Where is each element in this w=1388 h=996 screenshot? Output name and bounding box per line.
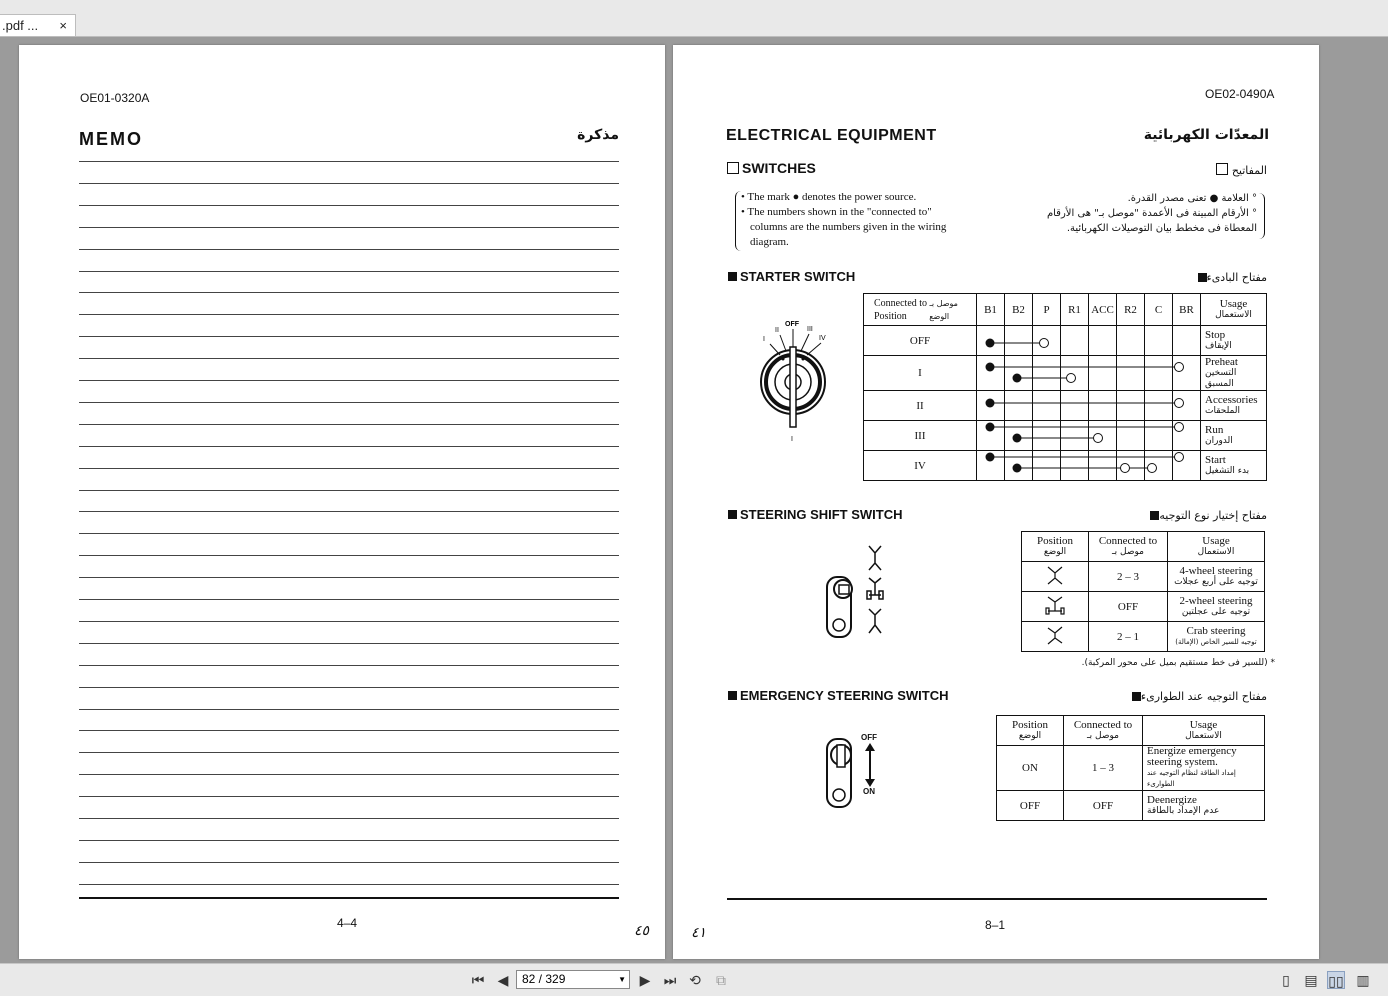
two-page-icon[interactable]: ▯▯ <box>1328 973 1344 989</box>
continuous-icon[interactable]: ▤ <box>1304 972 1318 988</box>
knob-label: I <box>763 336 765 343</box>
knob-label: II <box>775 327 779 334</box>
memo-line <box>79 862 619 863</box>
memo-line <box>79 884 619 885</box>
usage-header: Usage الاستعمال <box>1143 716 1265 746</box>
connected-cell: OFF <box>1089 592 1168 622</box>
usage-header: Usage الاستعمال <box>1201 294 1267 326</box>
footer-rule <box>79 897 619 899</box>
crab-steering-icon <box>1022 622 1089 652</box>
position-cell: OFF <box>997 791 1064 821</box>
note-line: ° العلامة ● تعنى مصدر القدرة. <box>1127 193 1257 204</box>
memo-line <box>79 599 619 600</box>
steering-shift-heading: STEERING SHIFT SWITCH <box>728 507 903 522</box>
position-cell: IV <box>864 451 977 481</box>
emergency-switch-diagram <box>823 729 893 811</box>
memo-line <box>79 424 619 425</box>
knob-label: IV <box>819 335 826 342</box>
notes-arabic <box>997 191 1257 236</box>
page-title: ELECTRICAL EQUIPMENT <box>726 127 937 144</box>
position-header: Position الوضع <box>1022 532 1089 562</box>
connected-cell: 2 – 3 <box>1089 562 1168 592</box>
table-row <box>1022 562 1265 592</box>
svg-text:I: I <box>791 436 793 443</box>
prev-page-icon[interactable]: ◀ <box>497 972 509 988</box>
starter-knob-diagram <box>753 317 833 443</box>
checkbox-icon <box>1216 163 1228 175</box>
page-indicator: 82 / 329 <box>522 972 566 986</box>
position-cell: III <box>864 421 977 451</box>
memo-line <box>79 227 619 228</box>
page-code: OE01-0320A <box>80 91 150 105</box>
usage-cell: Start بدء التشغيل <box>1201 451 1267 481</box>
column-header: ACC <box>1089 294 1117 326</box>
page-left <box>19 45 665 959</box>
knob-label: III <box>807 326 813 333</box>
single-page-icon[interactable]: ▯ <box>1282 972 1290 988</box>
footer-rule <box>727 898 1267 900</box>
position-header: Position الوضع <box>997 716 1064 746</box>
header-connected-position: Connected to موصل بـ Position الوضع <box>864 294 977 326</box>
memo-line <box>79 183 619 184</box>
memo-line <box>79 730 619 731</box>
close-icon[interactable]: × <box>59 18 67 33</box>
tab-bar <box>0 0 1388 37</box>
page-code: OE02-0490A <box>1205 87 1275 101</box>
usage-cell: 2-wheel steering توجيه على عجلتين <box>1168 592 1265 622</box>
document-tab[interactable] <box>0 14 76 36</box>
last-page-icon[interactable]: ⏭ <box>663 972 677 988</box>
usage-cell: Energize emergency steering system. إمداد الطاقة لنظام التوجيه عند الطوارىء <box>1143 746 1265 791</box>
bracket-right <box>1258 193 1265 239</box>
table-row <box>1022 622 1265 652</box>
connected-cell: 1 – 3 <box>1064 746 1143 791</box>
note-line: diagram. <box>750 236 789 248</box>
note-line: • The mark ● denotes the power source. <box>741 191 917 203</box>
memo-line <box>79 643 619 644</box>
memo-line <box>79 687 619 688</box>
connected-cell: 2 – 1 <box>1089 622 1168 652</box>
usage-cell: Preheat التسخين المسبق <box>1201 356 1267 391</box>
position-cell: ON <box>997 746 1064 791</box>
page-title-arabic: مذكرة <box>577 127 619 143</box>
notes-english <box>741 190 991 250</box>
note-line: columns are the numbers given in the wiring <box>750 221 947 233</box>
starter-switch-heading-arabic: مفتاح البادىء <box>1194 271 1267 284</box>
starter-switch-heading: STARTER SWITCH <box>728 269 855 284</box>
memo-line <box>79 205 619 206</box>
memo-line <box>79 709 619 710</box>
table-row <box>997 791 1265 821</box>
checkbox-icon <box>727 162 739 174</box>
column-header: B1 <box>977 294 1005 326</box>
memo-line <box>79 314 619 315</box>
memo-line <box>79 621 619 622</box>
column-header: P <box>1033 294 1061 326</box>
tab-title: .pdf ... <box>2 18 39 33</box>
memo-line <box>79 533 619 534</box>
page-number-select[interactable] <box>516 970 630 989</box>
page-number: 8–1 <box>985 918 1006 932</box>
next-page-icon[interactable]: ▶ <box>639 972 651 988</box>
fit-icon[interactable]: ⧉ <box>716 972 726 988</box>
two-wheel-icon <box>1022 592 1089 622</box>
memo-line <box>79 752 619 753</box>
memo-line <box>79 271 619 272</box>
memo-line <box>79 468 619 469</box>
memo-line <box>79 490 619 491</box>
emergency-steering-table <box>996 715 1265 821</box>
column-header: BR <box>1173 294 1201 326</box>
page-title: MEMO <box>79 129 143 149</box>
page-right <box>673 45 1319 959</box>
switches-heading-arabic: المفاتيح <box>1216 163 1267 177</box>
steering-shift-diagram <box>823 543 898 643</box>
note-line: ° الأرقام المبينة فى الأعمدة "موصل بـ" هى الأرقام <box>1046 208 1257 219</box>
document-viewer[interactable] <box>0 37 1388 963</box>
label-on: ON <box>863 787 875 796</box>
column-header: C <box>1145 294 1173 326</box>
label-off: OFF <box>861 733 877 742</box>
position-cell: II <box>864 391 977 421</box>
steering-shift-heading-arabic: مفتاح إختيار نوع التوجيه <box>1146 509 1267 522</box>
rotate-icon[interactable]: ⟲ <box>689 972 701 988</box>
column-header: R2 <box>1117 294 1145 326</box>
memo-line <box>79 402 619 403</box>
memo-line <box>79 665 619 666</box>
handwritten-mark: ٤٥ <box>634 923 650 939</box>
emergency-steering-heading-arabic: مفتاح التوجيه عند الطوارىء <box>1128 690 1267 703</box>
position-cell: OFF <box>864 326 977 356</box>
switches-heading: SWITCHES <box>727 160 816 176</box>
column-header: B2 <box>1005 294 1033 326</box>
usage-header: Usage الاستعمال <box>1168 532 1265 562</box>
memo-line <box>79 249 619 250</box>
column-header: R1 <box>1061 294 1089 326</box>
page-number: 4–4 <box>337 916 358 930</box>
memo-line <box>79 774 619 775</box>
memo-line <box>79 511 619 512</box>
memo-line <box>79 577 619 578</box>
memo-line <box>79 446 619 447</box>
memo-line <box>79 840 619 841</box>
memo-line <box>79 292 619 293</box>
steering-footnote: * (للسير فى خط مستقيم بميل على محور المركبة). <box>1081 658 1275 668</box>
emergency-steering-heading: EMERGENCY STEERING SWITCH <box>728 688 949 703</box>
position-cell: I <box>864 356 977 391</box>
usage-cell: Deenergize عدم الإمداد بالطاقة <box>1143 791 1265 821</box>
memo-line <box>79 336 619 337</box>
chevron-down-icon: ▼ <box>618 975 626 984</box>
memo-line <box>79 796 619 797</box>
connected-header: Connected to موصل بـ <box>1064 716 1143 746</box>
usage-cell: Accessories الملحقات <box>1201 391 1267 421</box>
memo-line <box>79 555 619 556</box>
connected-header: Connected to موصل بـ <box>1089 532 1168 562</box>
handwritten-mark: ٤١ <box>691 925 707 941</box>
first-page-icon[interactable]: ⏮ <box>471 972 485 988</box>
usage-cell: Crab steering توجيه للسير الخاص (الإمالة) <box>1168 622 1265 652</box>
connection-markers <box>863 293 1273 483</box>
steering-shift-table <box>1021 531 1265 652</box>
bottom-toolbar <box>0 963 1388 996</box>
usage-cell: Run الدوران <box>1201 421 1267 451</box>
connected-cell: OFF <box>1064 791 1143 821</box>
usage-cell: 4-wheel steering توجيه على أربع عجلات <box>1168 562 1265 592</box>
two-page-continuous-icon[interactable]: ▥ <box>1356 972 1370 988</box>
usage-cell: Stop الإيقاف <box>1201 326 1267 356</box>
memo-line <box>79 161 619 162</box>
note-line: المعطاة فى مخطط بيان التوصيلات الكهربائية. <box>1066 223 1257 234</box>
page-title-arabic: المعدّات الكهربائية <box>1143 127 1269 143</box>
knob-label: OFF <box>785 321 799 328</box>
note-line: • The numbers shown in the "connected to" <box>741 206 932 218</box>
memo-line <box>79 818 619 819</box>
memo-line <box>79 380 619 381</box>
four-wheel-icon <box>1022 562 1089 592</box>
memo-line <box>79 358 619 359</box>
table-row <box>1022 592 1265 622</box>
table-row <box>997 746 1265 791</box>
